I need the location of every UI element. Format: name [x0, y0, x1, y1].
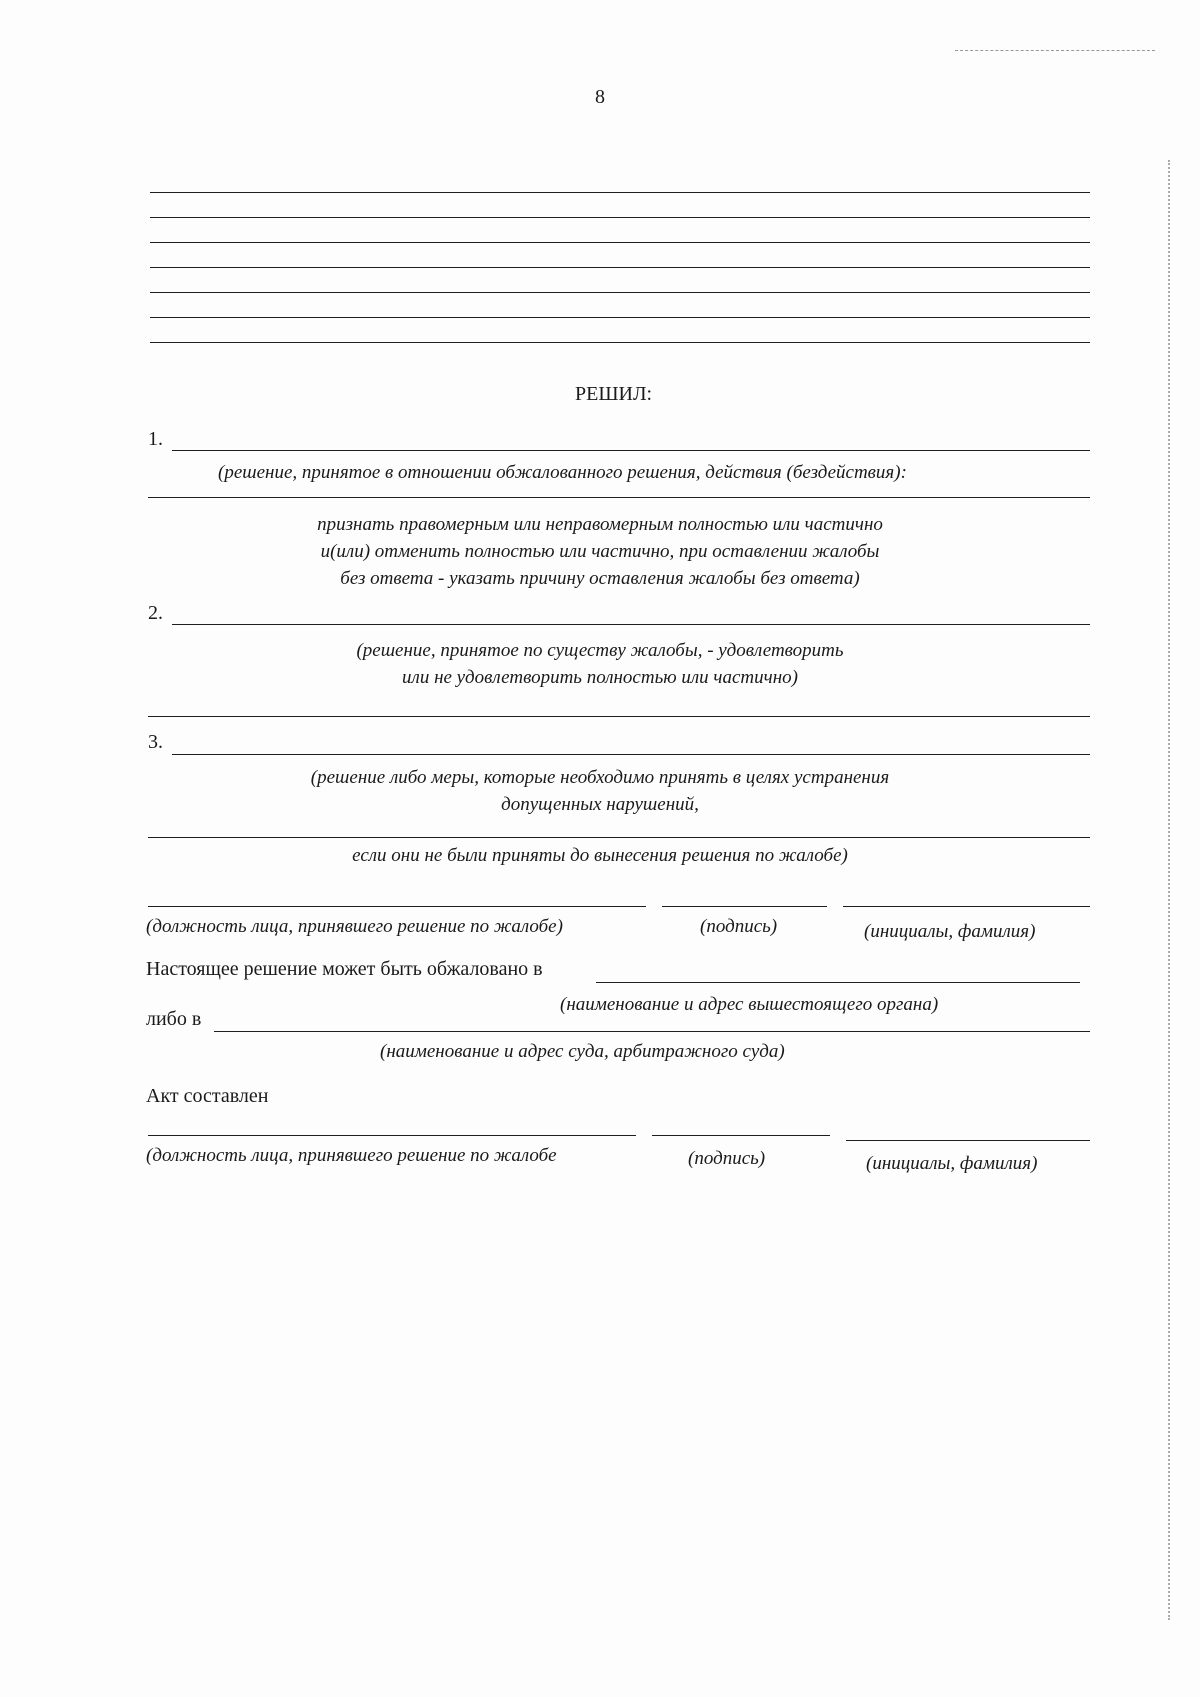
appeal-caption-court: (наименование и адрес суда, арбитражного суда): [380, 1041, 785, 1062]
item1-caption-line1: (решение, принятое в отношении обжалованного решения, действия (бездействия):: [218, 462, 907, 483]
item3-caption-line3: если они не были приняты до вынесения решения по жалобе): [352, 845, 848, 866]
appeal-or-text: либо в: [146, 1008, 202, 1030]
blank-line-6: [150, 317, 1090, 318]
blank-line-7: [150, 342, 1090, 343]
scan-right-edge: [1168, 160, 1170, 1620]
decision-heading: РЕШИЛ:: [575, 383, 653, 405]
signature2-position-caption: (должность лица, принявшего решение по жалобе: [146, 1145, 557, 1166]
item1-caption-line3: и(или) отменить полностью или частично, при оставлении жалобы: [320, 541, 880, 562]
signature2-signature-caption: (подпись): [688, 1148, 766, 1169]
scan-edge-line: [955, 50, 1155, 51]
item2-caption-line1: (решение, принятое по существу жалобы, - удовлетворить: [356, 640, 844, 661]
item1-field[interactable]: [172, 450, 1090, 451]
signature1-signature-caption: (подпись): [700, 916, 778, 937]
signature2-name-field[interactable]: [846, 1140, 1090, 1141]
signature2-name-caption: (инициалы, фамилия): [866, 1153, 1038, 1174]
item1-caption-line4: без ответа - указать причину оставления жалобы без ответа): [340, 568, 860, 589]
blank-line-2: [150, 217, 1090, 218]
item3-field[interactable]: [172, 754, 1090, 755]
act-text: Акт составлен: [146, 1085, 269, 1107]
item3-caption-line2: допущенных нарушений,: [501, 794, 699, 815]
appeal-body-field[interactable]: [596, 982, 1080, 983]
blank-line-5: [150, 292, 1090, 293]
item1-caption-line2: признать правомерным или неправомерным полностью или частично: [317, 514, 883, 535]
item2-number: 2.: [148, 602, 163, 624]
item2-caption-line2: или не удовлетворить полностью или частично): [402, 667, 798, 688]
blank-line-1: [150, 192, 1090, 193]
blank-line-4: [150, 267, 1090, 268]
item3-caption-line1: (решение либо меры, которые необходимо принять в целях устранения: [310, 767, 890, 788]
signature1-signature-field[interactable]: [662, 906, 827, 907]
signature1-name-field[interactable]: [843, 906, 1090, 907]
signature2-position-field[interactable]: [148, 1135, 636, 1136]
page-number: 8: [595, 86, 605, 108]
item1-field-2[interactable]: [148, 497, 1090, 498]
signature1-name-caption: (инициалы, фамилия): [864, 921, 1036, 942]
item2-field-2[interactable]: [148, 716, 1090, 717]
blank-line-3: [150, 242, 1090, 243]
signature1-position-caption: (должность лица, принявшего решение по жалобе): [146, 916, 563, 937]
signature2-signature-field[interactable]: [652, 1135, 830, 1136]
item3-number: 3.: [148, 731, 163, 753]
item1-number: 1.: [148, 428, 163, 450]
signature1-position-field[interactable]: [148, 906, 646, 907]
appeal-text: Настоящее решение может быть обжаловано в: [146, 958, 543, 980]
item3-field-2[interactable]: [148, 837, 1090, 838]
appeal-caption-body: (наименование и адрес вышестоящего органа): [560, 994, 939, 1015]
item2-field[interactable]: [172, 624, 1090, 625]
appeal-court-field[interactable]: [214, 1031, 1090, 1032]
